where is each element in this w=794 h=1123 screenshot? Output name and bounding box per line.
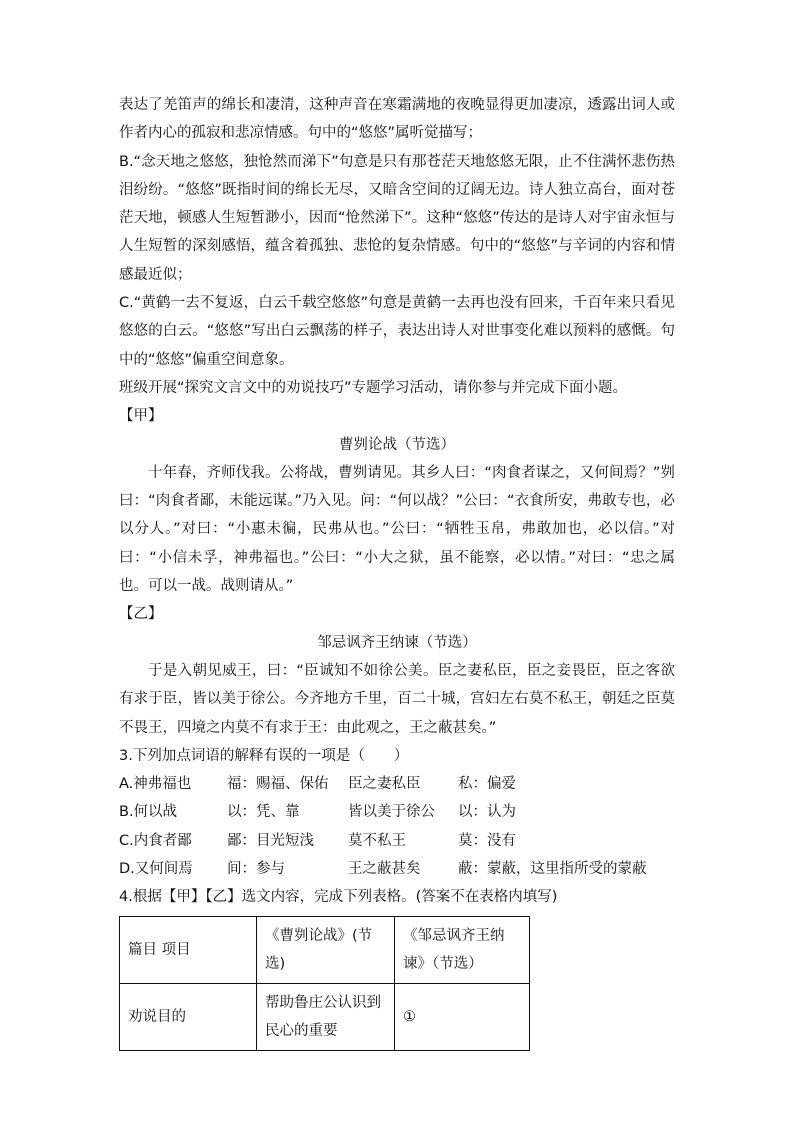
paragraph-option-b: B.“念天地之悠悠，独怆然而涕下”句意是只有那苍茫天地悠悠无限，止不住满怀悲伤热泪纷纷。“悠悠”既指时间的绵长无尽，又暗含空间的辽阔无边。诗人独立高台，面对苍茫天地，顿感人生短暂渺小，因而“怆然涕下”。这种“悠悠”传达的是诗人对宇宙永恒与人生短暂的深刻感悟，蕴含着孤独、悲怆的复杂情感。句中的“悠悠”与辛词的内容和情感最近似； [119,153,675,283]
section-jia-marker: 【甲】 [119,408,163,425]
question-3-option-c [119,827,675,855]
question-4-stem: 4.根据【甲】【乙】选文内容，完成下列表格。(答案不在表格内填写) [119,889,558,906]
option-gloss: 私：偏爱 [458,776,516,793]
table-header-cell: 《曹刿论战》(节选) [257,916,395,983]
question-3-stem: 3.下列加点词语的解释有误的一项是（ ） [119,747,409,764]
option-gloss: 鄙：目光短浅 [227,832,314,849]
section-jia-title: 曹刿论战（节选） [339,436,455,453]
option-phrase: B.何以战 [119,804,178,821]
option-phrase: D.又何间焉 [119,861,193,878]
option-gloss: 间：参与 [227,861,285,878]
section-yi-marker: 【乙】 [119,606,163,623]
option-gloss: 以：认为 [458,804,516,821]
question-3-option-d [119,855,675,883]
option-gloss: 莫：没有 [458,832,516,849]
table-cell: 帮助鲁庄公认识到民心的重要 [257,983,395,1050]
paragraph-top-0: 表达了羌笛声的绵长和凄清，这种声音在寒霜满地的夜晚显得更加凄凉，透露出词人或作者内心的孤寂和悲凉情感。句中的“悠悠”属听觉描写； [119,97,675,142]
table-cell: 劝说目的 [120,983,257,1050]
option-phrase: 皆以美于徐公 [348,804,435,821]
section-jia-body: 十年春，齐师伐我。公将战，曹刿请见。其乡人曰：“肉食者谋之，又何间焉？”刿曰：“肉食者鄙，未能远谋。”乃入见。问：“何以战？”公曰：“衣食所安，弗敢专也，必以分人。”对曰：“小惠未徧，民弗从也。”公曰：“牺牲玉帛，弗敢加也，必以信。”对曰：“小信未孚，神弗福也。”公曰：“小大之狱，虽不能察，必以情。”对曰：“忠之属也。可以一战。战则请从。” [119,464,675,595]
option-gloss: 以：凭、靠 [227,804,300,821]
option-gloss: 蔽：蒙蔽，这里指所受的蒙蔽 [458,861,647,878]
section-yi-body: 于是入朝见威王，曰：“臣诚知不如徐公美。臣之妻私臣，臣之妾畏臣，臣之客欲有求于臣，皆以美于徐公。今齐地方千里，百二十城，宫妇左右莫不私王，朝廷之臣莫不畏王，四境之内莫不有求于王：由此观之，王之蔽甚矣。” [119,662,675,736]
paragraph-option-c: C.“黄鹤一去不复返，白云千载空悠悠”句意是黄鹤一去再也没有回来，千百年来只看见悠悠的白云。“悠悠”写出白云飘荡的样子，表达出诗人对世事变化难以预料的感慨。句中的“悠悠”偏重空间意象。 [119,295,675,368]
table-header-cell: 《邹忌讽齐王纳谏》（节选） [395,916,530,983]
table-header-cell: 篇目 项目 [120,916,257,983]
table-row [120,983,530,1050]
option-phrase: 莫不私王 [348,832,406,849]
table-header-row [120,916,530,983]
activity-intro: 班级开展“探究文言文中的劝说技巧”专题学习活动，请你参与并完成下面小题。 [119,379,628,396]
option-phrase: 臣之妻私臣 [348,776,421,793]
question-3-option-a [119,770,675,798]
table-answer-cell: ① [395,983,530,1050]
option-phrase: 王之蔽甚矣 [348,861,421,878]
option-gloss: 福：赐福、保佑 [227,776,329,793]
section-yi-title: 邹忌讽齐王纳谏（节选） [317,634,477,651]
answer-table [119,916,530,1051]
option-phrase: A.神弗福也 [119,776,192,793]
document-page [119,91,675,1051]
option-phrase: C.内食者鄙 [119,832,192,849]
question-3-option-b [119,798,675,826]
